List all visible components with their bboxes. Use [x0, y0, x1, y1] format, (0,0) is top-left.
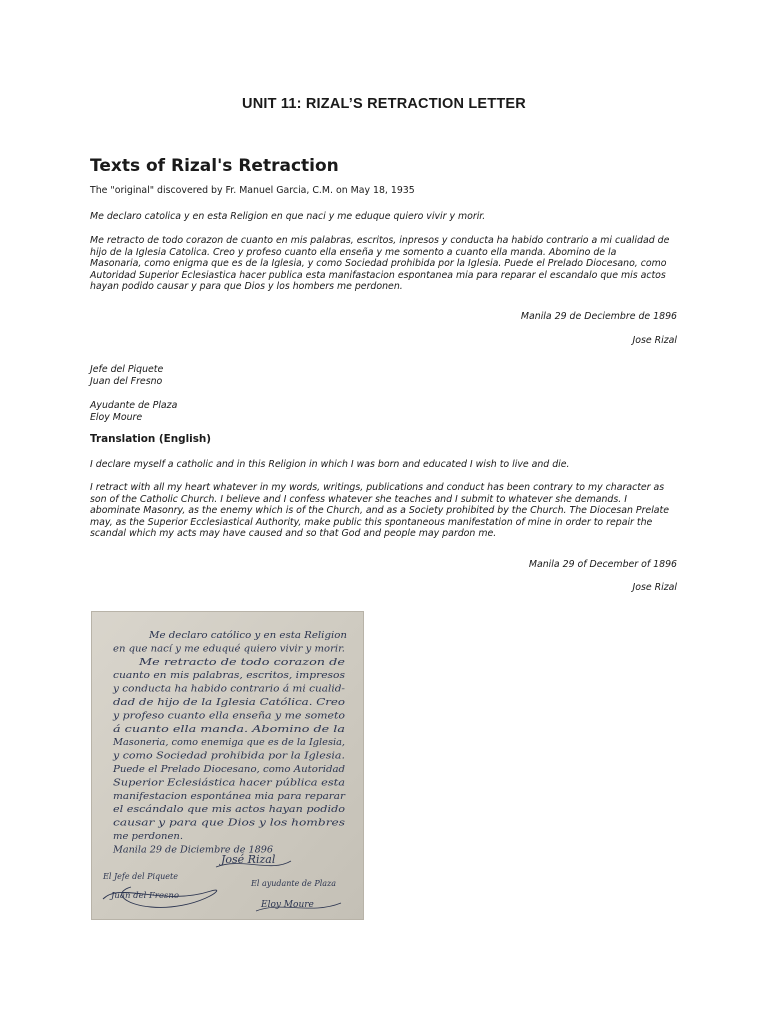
handwriting-line: Masoneria, como enemiga que es de la Iglesia,: [111, 737, 346, 749]
english-retraction-paragraph: [90, 482, 680, 540]
spanish-signature: Jose Rizal: [632, 335, 677, 346]
witness-block-1: [90, 364, 163, 387]
witness-name: Eloy Moure: [90, 411, 143, 423]
english-declaration: I declare myself a catholic and in this Religion in which I was born and educated I wish to live and die.: [90, 459, 570, 470]
handwriting-lines: [112, 630, 347, 855]
spanish-line: Masonaria, como enigma que es de la Iglesia, y como Sociedad prohibida por la Iglesia. Puede el Prelado Diocesano, como: [90, 258, 667, 270]
handwriting-line: causar y para que Dios y los hombres: [113, 817, 346, 829]
letter-witness-right: El ayudante de Plaza: [251, 879, 337, 888]
spanish-line: Autoridad Superior Eclesiastica hacer publica esta manifastacion espontanea mia para reparar el escandalo que mis actos: [90, 269, 666, 281]
letter-signature: José Rizal: [221, 853, 276, 866]
handwriting-line: y profeso cuanto ella enseña y me someto: [111, 710, 346, 722]
english-date: Manila 29 of December of 1896: [528, 559, 677, 570]
handwriting-line: cuanto en mis palabras, escritos, impresos: [113, 670, 346, 682]
english-signature: Jose Rizal: [632, 582, 677, 593]
spanish-line: hijo de la Iglesia Catolica. Creo y profeso cuanto ella enseña y me somento a cuanto ella manda. Abomino de la: [90, 246, 617, 258]
spanish-line: Me retracto de todo corazon de cuanto en mis palabras, escritos, inpresos y conducta ha habido contrario a mi cualidad de: [90, 235, 670, 246]
english-line: scandal which my acts may have caused and so that God and people may pardon me.: [90, 528, 497, 540]
original-note: The "original" discovered by Fr. Manuel Garcia, C.M. on May 18, 1935: [90, 185, 415, 196]
section-title: Texts of Rizal's Retraction: [90, 156, 339, 176]
handwriting-line: á cuanto ella manda. Abomino de la: [113, 723, 345, 735]
retraction-letter-image: [91, 611, 364, 920]
letter-witness-left-name: Juan del Fresno: [111, 891, 179, 901]
handwriting-line: Me declaro católico y en esta Religion: [147, 630, 348, 641]
letter-witness-right-name: Eloy Moure: [261, 900, 314, 910]
witness-role: Ayudante de Plaza: [90, 400, 178, 411]
translation-heading: Translation (English): [90, 433, 212, 445]
handwriting-line: Manila 29 de Diciembre de 1896: [111, 844, 274, 856]
unit-title: UNIT 11: RIZAL’S RETRACTION LETTER: [242, 96, 526, 112]
english-line: abominate Masonry, as the enemy which is of the Church, and as a Society prohibited by the Church. The Diocesan Prelate: [90, 505, 669, 517]
english-line: son of the Catholic Church. I believe and I confess whatever she teaches and I submit to whatever she demands. I: [90, 493, 627, 505]
witness-block-2: [90, 400, 177, 423]
handwriting-line: me perdonen.: [113, 831, 184, 842]
spanish-retraction-paragraph: [90, 235, 680, 293]
english-line: may, as the Superior Ecclesiastical Authority, make public this spontaneous manifestation of mine in order to repair the: [90, 516, 653, 528]
letter-witness-left: El Jefe del Piquete: [103, 872, 178, 881]
handwriting-line: manifestacion espontánea mia para reparar: [113, 790, 346, 802]
spanish-line: hayan podido causar y para que Dios y los hombers me perdonen.: [90, 281, 403, 293]
witness-role: Jefe del Piquete: [90, 364, 164, 375]
spanish-date: Manila 29 de Deciembre de 1896: [520, 311, 677, 322]
spanish-declaration: Me declaro catolica y en esta Religion en que naci y me eduque quiero vivir y morir.: [90, 211, 486, 222]
handwriting-line: y conducta ha habido contrario á mi cualid-: [111, 683, 345, 695]
handwriting-line: y como Sociedad prohibida por la Iglesia.: [111, 750, 346, 762]
handwriting-line: Me retracto de todo corazon de: [137, 656, 346, 668]
witness-name: Juan del Fresno: [90, 375, 163, 387]
handwriting-line: Puede el Prelado Diocesano, como Autoridad: [111, 764, 346, 775]
handwriting-line: dad de hijo de la Iglesia Católica. Creo: [113, 697, 346, 708]
handwriting-line: el escándalo que mis actos hayan podido: [113, 804, 346, 816]
handwriting-line: en que nací y me eduqué quiero vivir y morir.: [113, 643, 346, 655]
handwriting-line: Superior Eclesiástica hacer pública esta: [113, 777, 345, 789]
english-line: I retract with all my heart whatever in my words, writings, publications and conduct has been contrary to my character as: [90, 482, 665, 493]
